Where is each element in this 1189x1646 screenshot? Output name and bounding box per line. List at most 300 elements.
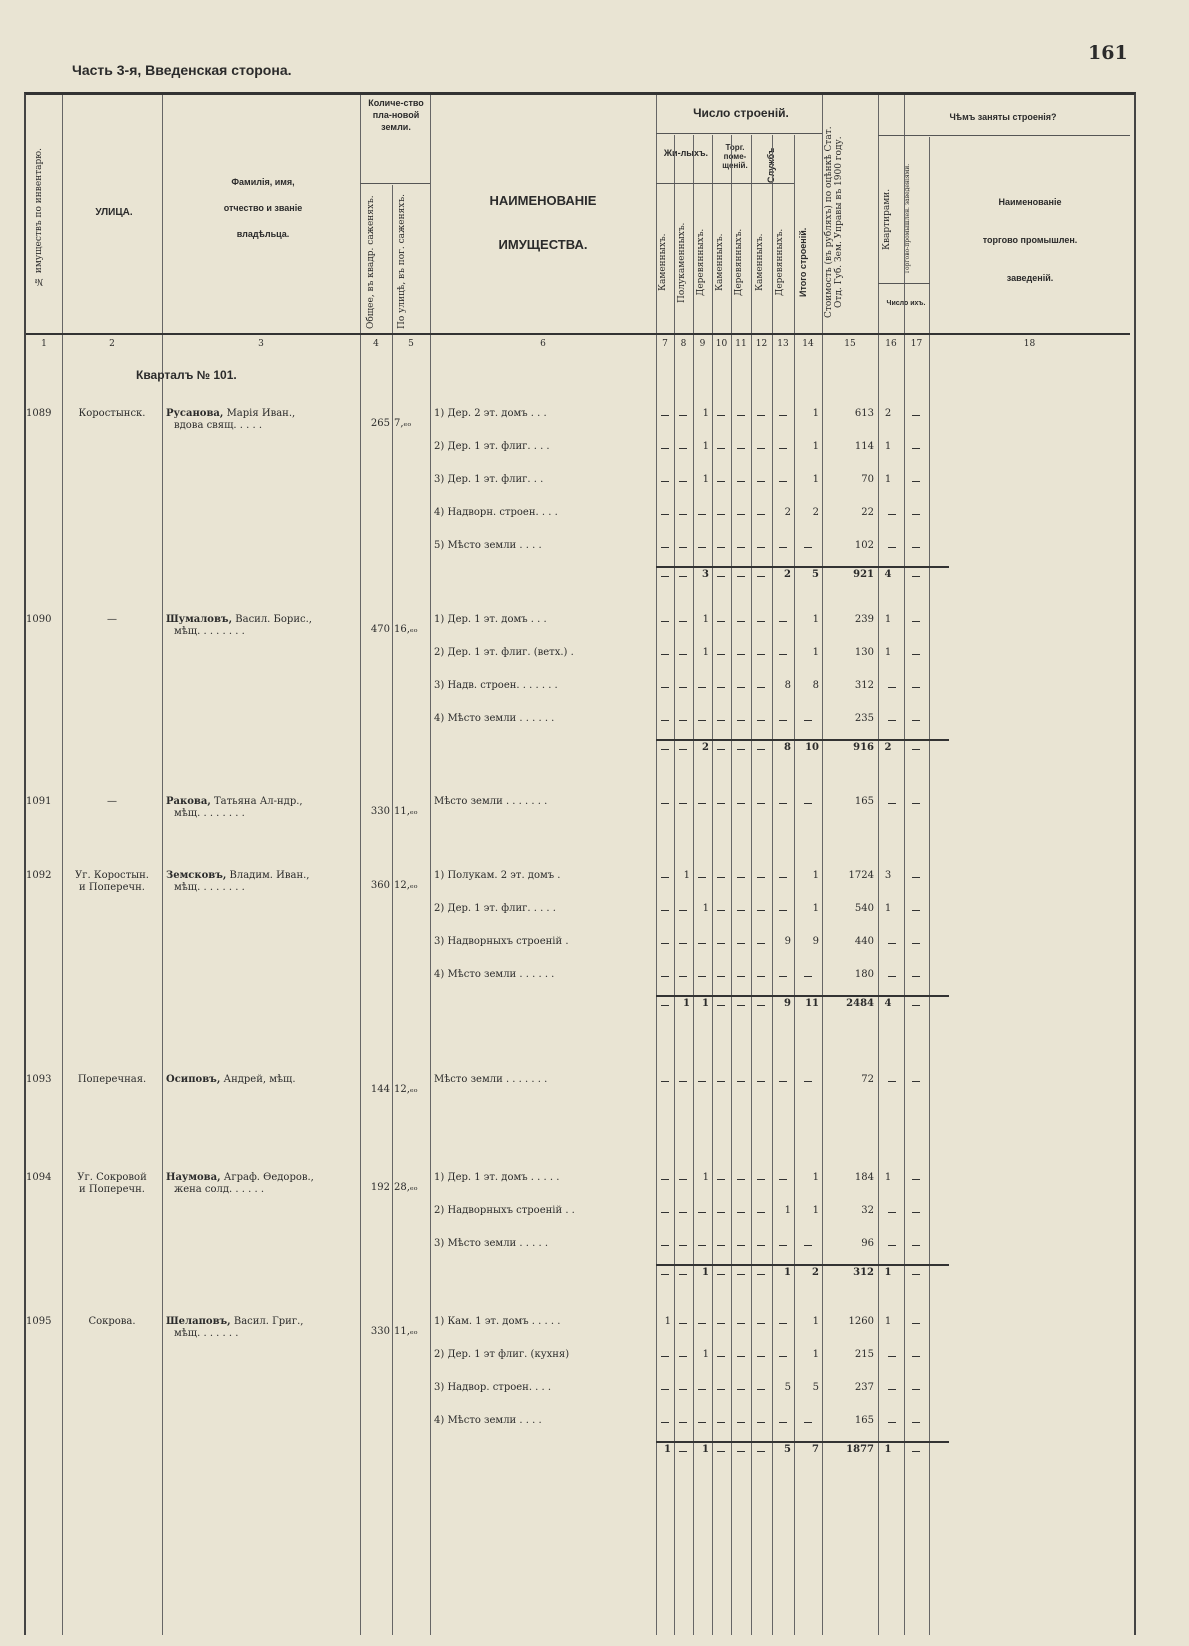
cost-value: 165 (854, 1415, 874, 1426)
column-rule (392, 185, 393, 1635)
street-name: Поперечная. (77, 1074, 147, 1085)
dash-c17 (912, 1179, 920, 1180)
dash-c8 (679, 448, 687, 449)
property-item: 3) Надвор. строен. . . . (434, 1382, 552, 1393)
owner-title: вдова свящ. . . . . (174, 420, 263, 431)
dash-c13 (779, 547, 787, 548)
property-item: 3) Дер. 1 эт. флиг. . . (434, 474, 544, 485)
count-c7: 1 (664, 1444, 671, 1455)
dash-c12 (757, 1081, 765, 1082)
street-name-2: и Поперечн. (79, 1184, 145, 1195)
dash-c14 (804, 1081, 812, 1082)
dash-c8 (679, 720, 687, 721)
dash-c12 (757, 910, 765, 911)
dash-c17 (912, 1356, 920, 1357)
count-c14: 7 (812, 1444, 819, 1455)
dash-c10 (717, 1081, 725, 1082)
count-c13: 9 (784, 936, 791, 947)
column-number: 1 (41, 339, 47, 349)
dash-c13 (779, 803, 787, 804)
dash-c9 (698, 877, 706, 878)
count-c13: 2 (784, 569, 791, 580)
dash-c8 (679, 910, 687, 911)
dash-c8 (679, 1389, 687, 1390)
dash-c8 (679, 415, 687, 416)
count-c9: 1 (702, 1349, 709, 1360)
dash-c7 (661, 877, 669, 878)
dash-c7 (661, 1212, 669, 1213)
dash-c16 (888, 803, 896, 804)
street-name-2: и Поперечн. (79, 882, 145, 893)
count-c14: 1 (812, 614, 819, 625)
owner-name (166, 1073, 296, 1086)
header-c12: Каменныхъ. (755, 233, 765, 292)
cost-value: 180 (854, 969, 874, 980)
owner-surname: Земсковъ, (166, 870, 227, 881)
dash-c13 (779, 1179, 787, 1180)
frontage: 7,ₑₒ (394, 418, 412, 429)
land-area: 265 (370, 418, 390, 429)
count-c8: 1 (683, 870, 690, 881)
dash-c8 (679, 1422, 687, 1423)
property-item: 1) Дер. 1 эт. домъ . . . (434, 614, 547, 625)
count-c14: 1 (812, 441, 819, 452)
inventory-number: 1095 (26, 1316, 52, 1327)
dash-c11 (737, 547, 745, 548)
frontage: 11,ₑₒ (394, 1326, 418, 1337)
count-c14: 1 (812, 474, 819, 485)
count-c14: 2 (812, 1267, 819, 1278)
dash-c16 (888, 720, 896, 721)
street-name: — (107, 796, 117, 807)
dash-c10 (717, 976, 725, 977)
dash-c13 (779, 415, 787, 416)
dash-c8 (679, 654, 687, 655)
dash-c12 (757, 514, 765, 515)
header-property-l2: ИМУЩЕСТВА. (498, 237, 588, 252)
cost-value: 102 (854, 540, 874, 551)
header-service: Службъ (766, 147, 776, 183)
cost-value: 114 (854, 441, 874, 452)
dash-c10 (717, 1274, 725, 1275)
dash-c7 (661, 1274, 669, 1275)
dash-c13 (779, 1356, 787, 1357)
dash-c9 (698, 1081, 706, 1082)
dash-c10 (717, 1451, 725, 1452)
header-c8: Полукаменныхъ. (677, 222, 687, 303)
dash-c11 (737, 687, 745, 688)
dash-c17 (912, 687, 920, 688)
dash-c11 (737, 803, 745, 804)
dash-c12 (757, 576, 765, 577)
owner-surname: Шелаповъ, (166, 1316, 231, 1327)
dash-c17 (912, 749, 920, 750)
header-rule (360, 183, 430, 184)
count-c9: 1 (702, 1172, 709, 1183)
dash-c17 (912, 1274, 920, 1275)
header-rule (656, 133, 822, 134)
owner-given: Васил. Григ., (230, 1316, 304, 1327)
count-c13: 1 (784, 1205, 791, 1216)
header-inventory-no: № имуществъ по инвентарю. (34, 148, 44, 287)
header-ent-l1: Наименованіе (998, 197, 1062, 207)
property-item: 5) Мѣсто земли . . . . (434, 540, 542, 551)
owner-surname: Шумаловъ, (166, 614, 233, 625)
street-name: Уг. Сокровой (77, 1172, 147, 1183)
apartments-count: 1 (884, 441, 892, 452)
dash-c9 (698, 1323, 706, 1324)
land-area: 192 (370, 1182, 390, 1193)
column-number: 5 (408, 339, 414, 349)
dash-c8 (679, 976, 687, 977)
owner-given: Владим. Иван., (226, 870, 310, 881)
apartments-count: 1 (884, 474, 892, 485)
dash-c7 (661, 720, 669, 721)
dash-c14 (804, 803, 812, 804)
dash-c9 (698, 1212, 706, 1213)
column-number: 3 (258, 339, 264, 349)
dash-c13 (779, 1323, 787, 1324)
dash-c7 (661, 1389, 669, 1390)
street-name: Коростынск. (78, 408, 146, 419)
property-item: 3) Надворныхъ строеній . (434, 936, 569, 947)
dash-c17 (912, 976, 920, 977)
dash-c17 (912, 720, 920, 721)
dash-c17 (912, 621, 920, 622)
dash-c7 (661, 514, 669, 515)
dash-c9 (698, 1389, 706, 1390)
dash-c13 (779, 1245, 787, 1246)
dash-c11 (737, 749, 745, 750)
count-c13: 2 (784, 507, 791, 518)
dash-c7 (661, 547, 669, 548)
dash-c11 (737, 1274, 745, 1275)
header-owner (166, 169, 360, 247)
column-rule (360, 95, 361, 1635)
dash-c7 (661, 910, 669, 911)
apartments-count: 1 (884, 614, 892, 625)
page-number: 161 (1088, 42, 1128, 64)
count-c13: 1 (784, 1267, 791, 1278)
count-c14: 1 (812, 1172, 819, 1183)
column-rule (822, 95, 823, 1635)
count-c14: 11 (805, 998, 819, 1009)
owner-given: Васил. Борис., (232, 614, 312, 625)
dash-c17 (912, 415, 920, 416)
dash-c7 (661, 1422, 669, 1423)
cost-value: 1877 (846, 1444, 874, 1455)
header-owner-l1: Фамилія, имя, (231, 177, 295, 187)
dash-c12 (757, 1422, 765, 1423)
header-enterprises (930, 183, 1130, 297)
dash-c17 (912, 1323, 920, 1324)
property-item: 2) Надворныхъ строеній . . (434, 1205, 575, 1216)
count-c9: 1 (702, 1444, 709, 1455)
dash-c17 (912, 1081, 920, 1082)
header-ent-l3: заведеній. (1006, 273, 1054, 283)
column-number: 12 (755, 339, 768, 349)
column-number: 14 (802, 339, 814, 349)
cost-value: 184 (854, 1172, 874, 1183)
count-c14: 10 (805, 742, 819, 753)
dash-c14 (804, 720, 812, 721)
cost-value: 312 (854, 680, 874, 691)
inventory-number: 1091 (26, 796, 52, 807)
dash-c10 (717, 1356, 725, 1357)
dash-c7 (661, 943, 669, 944)
cost-value: 130 (854, 647, 874, 658)
dash-c11 (737, 877, 745, 878)
apartments-count: 1 (884, 647, 892, 658)
dash-c17 (912, 1212, 920, 1213)
header-c7: Каменныхъ. (658, 233, 668, 292)
dash-c13 (779, 448, 787, 449)
land-area: 360 (370, 880, 390, 891)
dash-c9 (698, 720, 706, 721)
owner-surname: Осиповъ, (166, 1074, 221, 1085)
dash-c11 (737, 654, 745, 655)
inventory-number: 1092 (26, 870, 52, 881)
cost-value: 1724 (848, 870, 874, 881)
column-rule (794, 135, 795, 1635)
column-number: 11 (735, 339, 747, 349)
dash-c7 (661, 448, 669, 449)
dash-c10 (717, 1005, 725, 1006)
section-title: Часть 3-я, Введенская сторона. (72, 62, 292, 78)
dash-c12 (757, 976, 765, 977)
property-item: 1) Дер. 2 эт. домъ . . . (434, 408, 547, 419)
apartments-count: 2 (884, 408, 892, 419)
dash-c13 (779, 877, 787, 878)
header-c17: Торгово-промышлен. заведеніями. (904, 163, 911, 275)
dash-c11 (737, 1081, 745, 1082)
apartments-count: 3 (884, 870, 892, 881)
street-name: — (107, 614, 117, 625)
dash-c10 (717, 514, 725, 515)
dash-c10 (717, 1179, 725, 1180)
ledger-table (24, 92, 1136, 1635)
property-item: Мѣсто земли . . . . . . . (434, 1074, 548, 1085)
header-count: Число ихъ. (886, 300, 926, 307)
land-area: 144 (370, 1084, 390, 1095)
dash-c7 (661, 1005, 669, 1006)
count-c14: 5 (812, 1382, 819, 1393)
property-item: 4) Мѣсто земли . . . . (434, 1415, 542, 1426)
owner-title: мѣщ. . . . . . . . (174, 626, 245, 637)
dash-c10 (717, 654, 725, 655)
header-residential: Жи-лыхъ. (663, 148, 709, 158)
dash-c12 (757, 1179, 765, 1180)
count-c14: 9 (812, 936, 819, 947)
dash-c16 (888, 1422, 896, 1423)
cost-value: 239 (854, 614, 874, 625)
dash-c17 (912, 1451, 920, 1452)
dash-c13 (779, 654, 787, 655)
apartments-count: 4 (884, 569, 892, 580)
cost-value: 921 (853, 569, 874, 580)
count-c13: 8 (784, 742, 791, 753)
column-number: 17 (910, 339, 923, 349)
apartments-count: 2 (884, 742, 892, 753)
apartments-count: 1 (884, 1267, 892, 1278)
dash-c13 (779, 621, 787, 622)
header-property-l1: НАИМЕНОВАНІЕ (489, 193, 597, 208)
column-rule (731, 135, 732, 1635)
frontage: 28,ₑₒ (394, 1182, 418, 1193)
dash-c10 (717, 576, 725, 577)
header-c13: Деревянныхъ. (775, 228, 785, 297)
header-c10: Каменныхъ. (715, 233, 725, 292)
header-ent-l2: торгово промышлен. (982, 235, 1078, 245)
dash-c7 (661, 621, 669, 622)
count-c9: 1 (702, 903, 709, 914)
dash-c10 (717, 910, 725, 911)
property-item: 3) Надв. строен. . . . . . . (434, 680, 558, 691)
dash-c7 (661, 1245, 669, 1246)
dash-c7 (661, 687, 669, 688)
dash-c16 (888, 1212, 896, 1213)
column-number: 2 (109, 339, 115, 349)
column-number: 15 (844, 339, 856, 349)
property-item: 4) Мѣсто земли . . . . . . (434, 713, 555, 724)
dash-c8 (679, 803, 687, 804)
cost-value: 440 (854, 936, 874, 947)
dash-c13 (779, 1081, 787, 1082)
dash-c9 (698, 687, 706, 688)
count-c9: 1 (702, 998, 709, 1009)
dash-c13 (779, 481, 787, 482)
header-property (432, 179, 654, 267)
dash-c8 (679, 576, 687, 577)
dash-c12 (757, 720, 765, 721)
owner-surname: Ракова, (166, 796, 211, 807)
count-c13: 9 (784, 998, 791, 1009)
column-rule (878, 95, 879, 1635)
dash-c11 (737, 1422, 745, 1423)
dash-c8 (679, 1451, 687, 1452)
dash-c17 (912, 803, 920, 804)
owner-given: Татьяна Ал-ндр., (210, 796, 303, 807)
column-rule (162, 95, 163, 1635)
dash-c10 (717, 1323, 725, 1324)
dash-c10 (717, 943, 725, 944)
cost-value: 22 (861, 507, 874, 518)
column-rule (693, 135, 694, 1635)
dash-c10 (717, 448, 725, 449)
dash-c10 (717, 687, 725, 688)
count-c9: 1 (702, 441, 709, 452)
dash-c17 (912, 654, 920, 655)
dash-c8 (679, 621, 687, 622)
dash-c9 (698, 514, 706, 515)
cost-value: 96 (861, 1238, 874, 1249)
header-trade: Торг. поме-щеній. (722, 143, 748, 170)
dash-c17 (912, 877, 920, 878)
frontage: 12,ₑₒ (394, 1084, 418, 1095)
column-rule (656, 95, 657, 1635)
property-item: 1) Полукам. 2 эт. домъ . (434, 870, 561, 881)
header-frontage: По улицѣ, въ пог. саженяхъ. (397, 194, 407, 330)
frontage: 12,ₑₒ (394, 880, 418, 891)
street-name: Уг. Коростын. (75, 870, 149, 881)
count-c14: 1 (812, 1205, 819, 1216)
property-item: Мѣсто земли . . . . . . . (434, 796, 548, 807)
dash-c10 (717, 720, 725, 721)
column-number: 6 (540, 339, 546, 349)
cost-value: 70 (861, 474, 874, 485)
dash-c11 (737, 481, 745, 482)
header-rule (878, 283, 930, 284)
dash-c7 (661, 415, 669, 416)
count-c14: 1 (812, 408, 819, 419)
column-number: 10 (715, 339, 728, 349)
dash-c12 (757, 448, 765, 449)
count-c9: 3 (702, 569, 709, 580)
dash-c13 (779, 910, 787, 911)
dash-c16 (888, 1081, 896, 1082)
property-item: 4) Надворн. строен. . . . (434, 507, 558, 518)
count-c14: 5 (812, 569, 819, 580)
dash-c8 (679, 1212, 687, 1213)
land-area: 470 (370, 624, 390, 635)
inventory-number: 1089 (26, 408, 52, 419)
header-c14: Итого строеній. (798, 227, 808, 298)
header-bottom-rule (26, 333, 1130, 335)
header-owner-l2: отчество и званіе (223, 203, 303, 213)
dash-c12 (757, 1389, 765, 1390)
header-c15: Стоимость (въ рубляхъ) по оцѣнкѣ Стат. Отд. Губ. Зем. Управы въ 1900 году. (824, 126, 844, 319)
dash-c11 (737, 1323, 745, 1324)
count-c13: 8 (784, 680, 791, 691)
dash-c12 (757, 1356, 765, 1357)
dash-c8 (679, 943, 687, 944)
column-number: 4 (373, 339, 379, 349)
inventory-number: 1094 (26, 1172, 52, 1183)
dash-c7 (661, 654, 669, 655)
cost-value: 235 (854, 713, 874, 724)
dash-c7 (661, 1356, 669, 1357)
dash-c12 (757, 415, 765, 416)
count-c14: 1 (812, 870, 819, 881)
land-area: 330 (370, 806, 390, 817)
header-rule (878, 135, 1130, 136)
property-item: 2) Дер. 1 эт флиг. (кухня) (434, 1349, 570, 1360)
dash-c8 (679, 1323, 687, 1324)
dash-c7 (661, 803, 669, 804)
owner-title: мѣщ. . . . . . . . (174, 808, 245, 819)
dash-c9 (698, 803, 706, 804)
count-c14: 1 (812, 903, 819, 914)
dash-c7 (661, 749, 669, 750)
owner-title: мѣщ. . . . . . . . (174, 882, 245, 893)
count-c9: 2 (702, 742, 709, 753)
apartments-count: 4 (884, 998, 892, 1009)
dash-c14 (804, 1245, 812, 1246)
count-c9: 1 (702, 647, 709, 658)
frontage: 16,ₑₒ (394, 624, 418, 635)
column-rule (772, 135, 773, 1635)
column-rule (62, 95, 63, 1635)
dash-c8 (679, 1081, 687, 1082)
dash-c12 (757, 1323, 765, 1324)
dash-c8 (679, 1274, 687, 1275)
count-c8: 1 (683, 998, 690, 1009)
header-rule (656, 183, 794, 184)
dash-c8 (679, 481, 687, 482)
dash-c8 (679, 1245, 687, 1246)
property-item: 2) Дер. 1 эт. флиг. (ветх.) . (434, 647, 574, 658)
dash-c11 (737, 720, 745, 721)
